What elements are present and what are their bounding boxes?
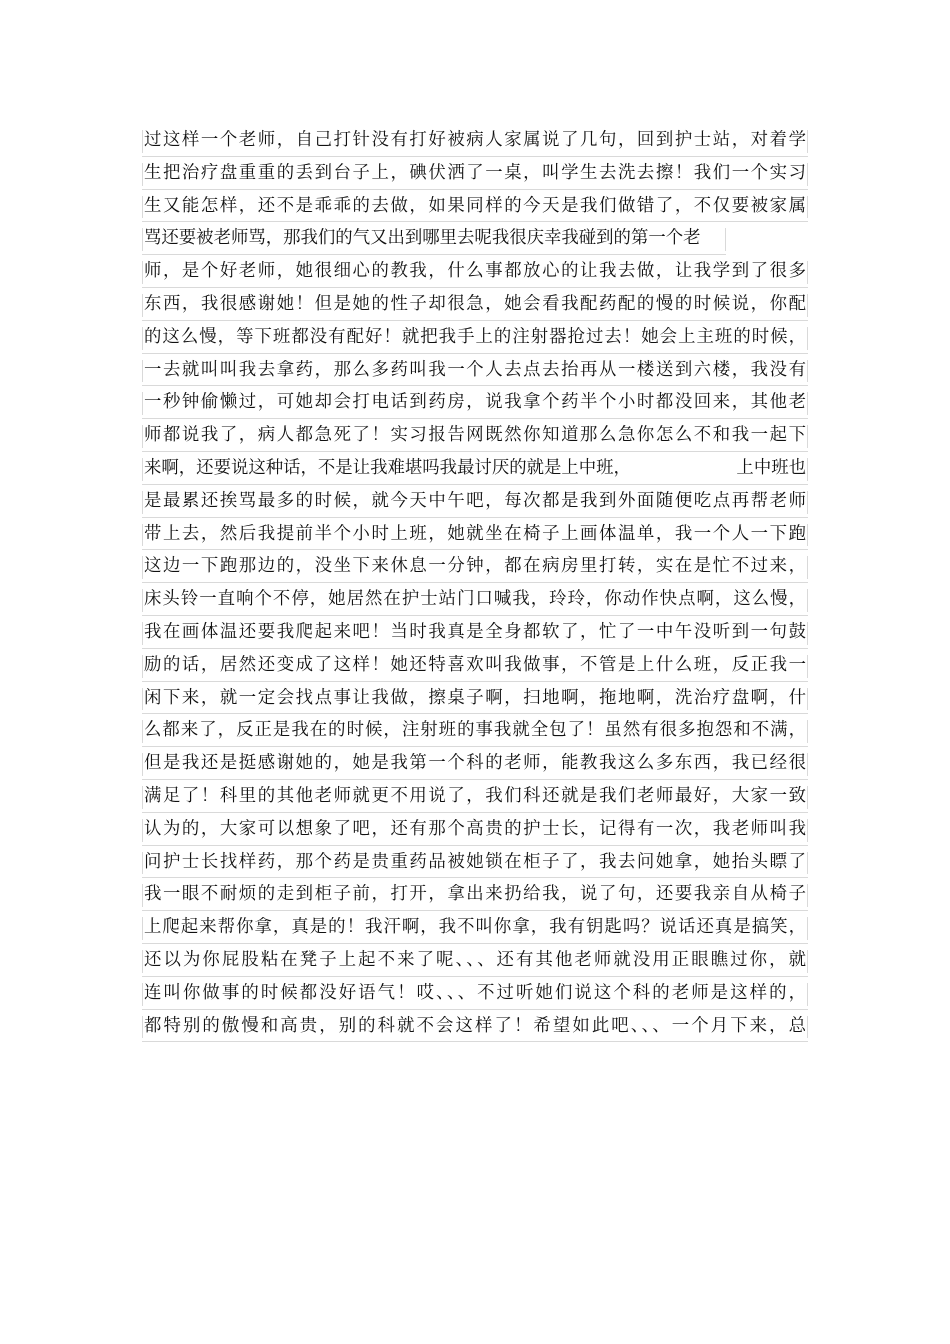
text-line-left-segment: 来啊，还要说这种话，不是让我难堪吗我最讨厌的就是上中班，	[144, 457, 631, 478]
text-line: 我一眼不耐烦的走到柜子前，打开，拿出来扔给我，说了句，还要我亲自从椅子	[142, 878, 808, 911]
text-line: 骂还要被老师骂，那我们的气又出到哪里去呢我很庆幸我碰到的第一个老	[142, 222, 726, 255]
text-line: 还以为你屁股粘在凳子上起不来了呢、、、还有其他老师就没用正眼瞧过你，就	[142, 944, 808, 977]
text-line: 满足了！科里的其他老师就更不用说了，我们科还就是我们老师最好，大家一致	[142, 780, 808, 813]
text-line: 么都来了，反正是我在的时候，注射班的事我就全包了！虽然有很多抱怨和不满，	[142, 714, 808, 747]
text-line: 生把治疗盘重重的丢到台子上，碘伏洒了一桌，叫学生去洗去擦！我们一个实习	[142, 157, 808, 190]
text-line: 一秒钟偷懒过，可她却会打电话到药房，说我拿个药半个小时都没回来，其他老	[142, 386, 808, 419]
text-line: 励的话，居然还变成了这样！她还特喜欢叫我做事，不管是上什么班，反正我一	[142, 649, 808, 682]
text-line	[142, 452, 808, 485]
text-line: 上爬起来帮你拿，真是的！我汗啊，我不叫你拿，我有钥匙吗？说话还真是搞笑，	[142, 911, 808, 944]
text-line: 这边一下跑那边的，没坐下来休息一分钟，都在病房里打转，实在是忙不过来，	[142, 550, 808, 583]
text-line: 问护士长找样药，那个药是贵重药品被她锁在柜子了，我去问她拿，她抬头瞟了	[142, 846, 808, 879]
text-line: 但是我还是挺感谢她的，她是我第一个科的老师，能教我这么多东西，我已经很	[142, 747, 808, 780]
text-line: 师，是个好老师，她很细心的教我，什么事都放心的让我去做，让我学到了很多	[142, 255, 808, 288]
text-line: 是最累还挨骂最多的时候，就今天中午吧，每次都是我到外面随便吃点再帮老师	[142, 485, 808, 518]
text-line: 认为的，大家可以想象了吧，还有那个高贵的护士长，记得有一次，我老师叫我	[142, 813, 808, 846]
text-line: 东西，我很感谢她！但是她的性子却很急，她会看我配药配的慢的时候说，你配	[142, 288, 808, 321]
text-line: 师都说我了，病人都急死了！实习报告网既然你知道那么急你怎么不和我一起下	[142, 419, 808, 452]
text-line: 床头铃一直响个不停，她居然在护士站门口喊我，玲玲，你动作快点啊，这么慢，	[142, 583, 808, 616]
document-body	[142, 124, 808, 1042]
text-line: 生又能怎样，还不是乖乖的去做，如果同样的今天是我们做错了，不仅要被家属	[142, 190, 808, 223]
text-line: 都特别的傲慢和高贵，别的科就不会这样了！希望如此吧、、、一个月下来，总	[142, 1010, 808, 1043]
text-line: 的这么慢，等下班都没有配好！就把我手上的注射器抢过去！她会上主班的时候，	[142, 321, 808, 354]
text-line: 我在画体温还要我爬起来吧！当时我真是全身都软了，忙了一中午没听到一句鼓	[142, 616, 808, 649]
text-line: 带上去，然后我提前半个小时上班，她就坐在椅子上画体温单，我一个人一下跑	[142, 518, 808, 551]
text-line: 连叫你做事的时候都没好语气！哎、、、不过听她们说这个科的老师是这样的，	[142, 977, 808, 1010]
text-line: 一去就叫叫我去拿药，那么多药叫我一个人去点去抬再从一楼送到六楼，我没有	[142, 354, 808, 387]
text-line-right-segment: 上中班也	[736, 457, 806, 478]
text-line: 闲下来，就一定会找点事让我做，擦桌子啊，扫地啊，拖地啊，洗治疗盘啊，什	[142, 682, 808, 715]
text-line: 过这样一个老师，自己打针没有打好被病人家属说了几句，回到护士站，对着学	[142, 124, 808, 157]
